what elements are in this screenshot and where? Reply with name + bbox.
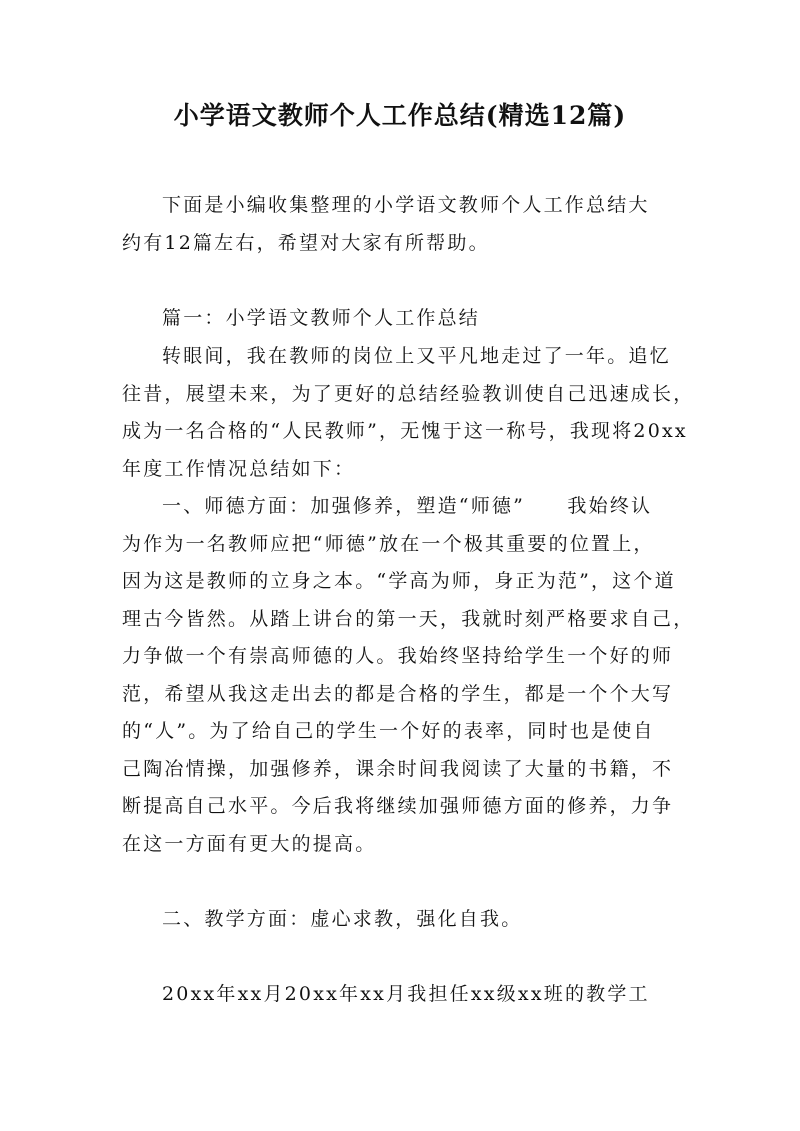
intro-line-1: 下面是小编收集整理的小学语文教师个人工作总结大 (162, 194, 650, 216)
intro-line-2: 约有12篇左右，希望对大家有所帮助。 (122, 232, 490, 254)
para3-line-1: 20xx年xx月20xx年xx月我担任xx级xx班的教学工 (162, 983, 650, 1005)
para2-line-7: 的“人”。为了给自己的学生一个好的表率，同时也是使自 (122, 720, 655, 742)
para2-line-8: 己陶冶情操，加强修养，课余时间我阅读了大量的书籍，不 (122, 758, 674, 780)
section1-heading: 篇一：小学语文教师个人工作总结 (162, 307, 481, 329)
para2-line-4: 理古今皆然。从踏上讲台的第一天，我就时刻严格要求自己， (122, 608, 695, 630)
para2-line-3: 因为这是教师的立身之本。“学高为师，身正为范”，这个道 (122, 570, 676, 592)
document-title: 小学语文教师个人工作总结(精选12篇) (173, 101, 627, 130)
para2-line-9: 断提高自己水平。今后我将继续加强师德方面的修养，力争 (122, 795, 674, 817)
para2-line-6: 范，希望从我这走出去的都是合格的学生，都是一个个大写 (122, 683, 674, 705)
para1-line-1: 转眼间，我在教师的岗位上又平凡地走过了一年。追忆 (162, 345, 671, 367)
para1-line-4: 年度工作情况总结如下： (122, 458, 356, 480)
para2-line-2: 为作为一名教师应把“师德”放在一个极其重要的位置上， (122, 533, 655, 555)
para2-line-5: 力争做一个有崇高师德的人。我始终坚持给学生一个好的师 (122, 645, 674, 667)
para2-line-1: 一、师德方面：加强修养，塑造“师德” 我始终认 (162, 495, 653, 517)
section2-heading: 二、教学方面：虚心求教，强化自我。 (162, 908, 523, 930)
para2-line-10: 在这一方面有更大的提高。 (122, 833, 377, 855)
para1-line-2: 往昔，展望未来，为了更好的总结经验教训使自己迅速成长， (122, 383, 695, 405)
para1-line-3: 成为一名合格的“人民教师”，无愧于这一称号，我现将20xx (122, 420, 688, 442)
